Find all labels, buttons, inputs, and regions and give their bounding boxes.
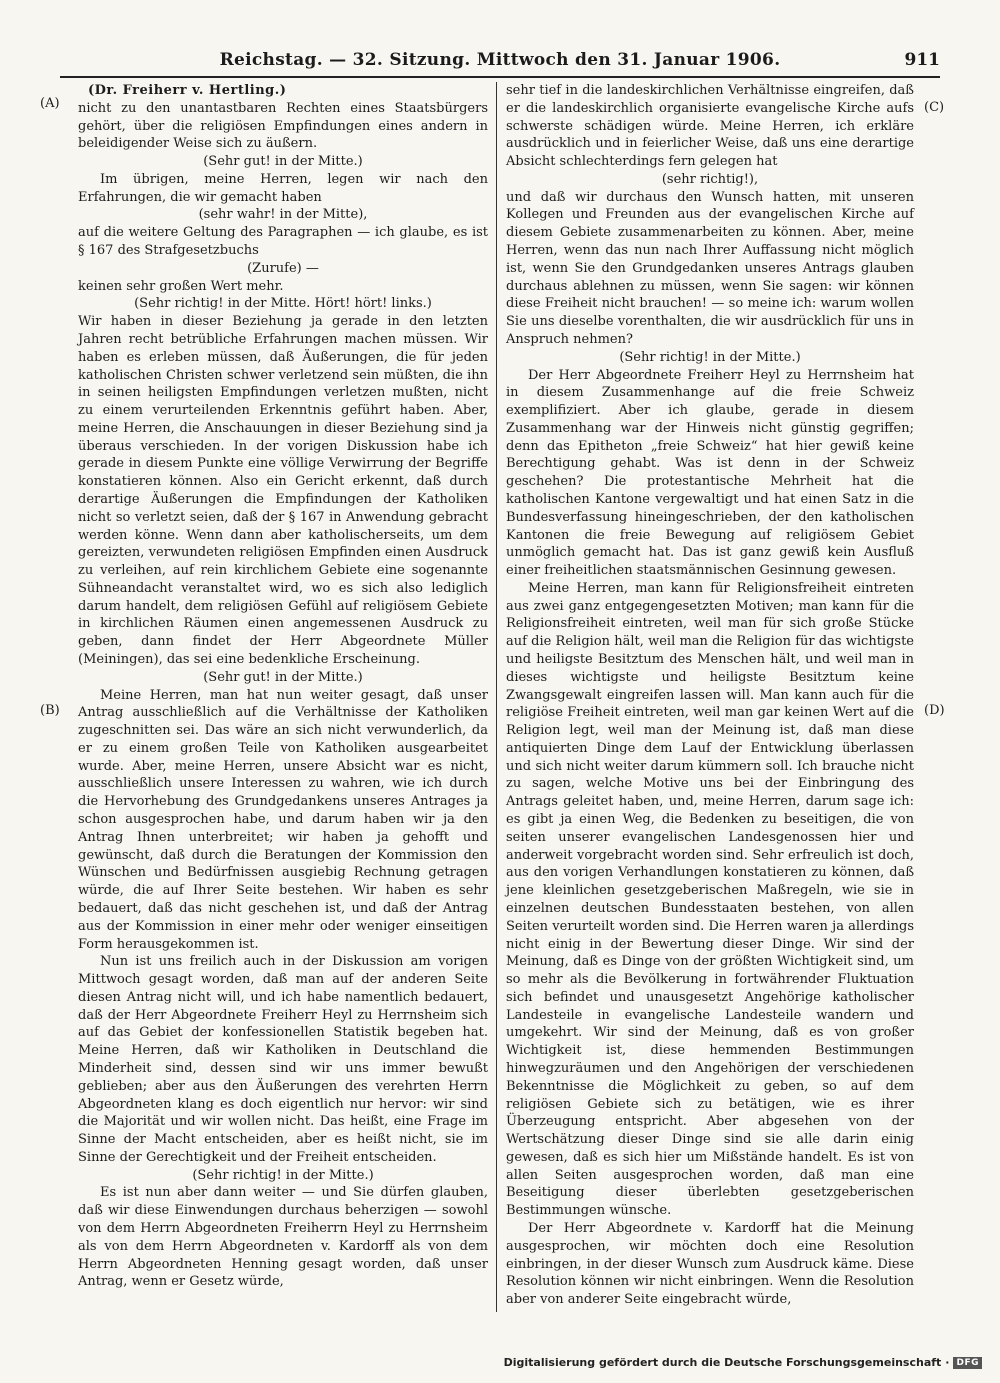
footer: Digitalisierung gefördert durch die Deutsche Forschungsgemeinschaft · DFG xyxy=(504,1356,982,1369)
paragraph: Meine Herren, man hat nun weiter gesagt, daß unser Antrag ausschließlich auf die Verhältnisse der Katholiken zugeschnitten sei. Das wäre an sich nicht verwunderlich, da er zu einem großen Teile von Katholiken ausgearbeitet wurde. Aber, meine Herren, unsere Absicht war es nicht, ausschließlich unsere Interessen zu wahren, wie ich durch die Hervorhebung des Grundgedankens unseres Antrages ja schon ausgesprochen habe, und darum haben wir ja den Antrag Ihnen unterbreitet; wir haben ja gehofft und gewünscht, daß durch die Beratungen der Kommission den Wünschen und Bedürfnissen ausgiebig Rechnung getragen würde, die auf Ihrer Seite bestehen. Wir haben es sehr bedauert, daß das nicht geschehen ist, und daß der Antrag aus der Kommission in einer mehr oder weniger einseitigen Form herausgekommen ist. xyxy=(78,687,488,952)
margin-mark-d: (D) xyxy=(924,703,945,718)
page-header xyxy=(60,50,940,78)
page-number: 911 xyxy=(904,50,940,70)
margin-mark-b: (B) xyxy=(40,703,60,718)
paragraph: keinen sehr großen Wert mehr. xyxy=(78,278,284,294)
right-paragraphs xyxy=(506,82,914,1309)
margin-mark-a: (A) xyxy=(40,96,60,111)
column-divider xyxy=(496,82,497,1312)
paragraph: auf die weitere Geltung des Paragraphen — ich glaube, es ist § 167 des Strafgesetzbuchs xyxy=(78,225,488,259)
interjection: (Sehr richtig! in der Mitte.) xyxy=(619,349,801,365)
paragraph: sehr tief in die landeskirchlichen Verhältnisse eingreifen, daß er die landeskirchlich organisierte evangelische Kirche aufs schwerste schädigen würde. Meine Herren, ich erkläre ausdrücklich und in feierlicher Weise, daß uns eine derartige Absicht schlechterdings fern gelegen hat xyxy=(506,83,914,170)
interjection: (Sehr gut! in der Mitte.) xyxy=(203,154,363,170)
left-column xyxy=(78,82,488,1291)
right-column xyxy=(506,82,914,1309)
paragraph: Der Herr Abgeordnete v. Kardorff hat die Meinung ausgesprochen, wir möchten doch eine Resolution einbringen, in der dieser Wunsch zum Ausdruck käme. Diese Resolution können wir nicht einbringen. Wenn die Resolution aber von anderer Seite eingebracht würde, xyxy=(506,1221,914,1308)
paragraph: Meine Herren, man kann für Religionsfreiheit eintreten aus zwei ganz entgegengesetzten Motiven; man kann für die Religionsfreiheit eintreten, weil man für sich große Stücke auf die Religion hält, weil man die Religion für das wichtigste und heiligste Besitztum des Menschen hält, und weil man in dieses wichtigste und heiligste Besitztum keine Zwangsgewalt eingreifen lassen will. Man kann auch für die religiöse Freiheit eintreten, weil man gar keinen Wert auf die Religion legt, weil man der Meinung ist, daß man diese antiquierten Dinge dem Lauf der Entwicklung überlassen und sich nicht weiter darum kümmern soll. Ich brauche nicht zu sagen, welche Motive uns bei der Einbringung des Antrags geleitet haben, und, meine Herren, darum sage ich: es gibt ja einen Weg, die Bedenken zu beseitigen, die von seiten unserer evangelischen Landesgenossen hier und anderweit vorgebracht worden sind. Sehr erfreulich ist doch, aus den vorigen Verhandlungen konstatieren zu können, daß jene kleinlichen gesetzgeberischen Maßregeln, wie sie in einzelnen deutschen Bundesstaaten bestehen, von allen Seiten verurteilt worden sind. Die Herren waren ja allerdings nicht einig in der Bewertung dieser Dinge. Wir sind der Meinung, daß es Dinge von der größten Wichtigkeit sind, um so mehr als die Bevölkerung in fortwährender Fluktuation sich befindet und unausgesetzt Angehörige katholischer Landesteile in evangelische Landesteile wandern und umgekehrt. Wir sind der Meinung, daß es von großer Wichtigkeit ist, diese hemmenden Bestimmungen hinwegzuräumen und den Angehörigen der verschiedenen Bekenntnisse die Möglichkeit zu geben, so auf dem religiösen Gebiete sich zu betätigen, wie es ihrer Überzeugung entspricht. Aber abgesehen von der Wertschätzung dieser Dinge sind sie alle darin einig gewesen, daß es sich hier um Mißstände handelt. Es ist von allen Seiten ausgesprochen worden, daß man eine Beseitigung dieser überlebten gesetzgeberischen Bestimmungen wünsche. xyxy=(506,580,914,1219)
interjection: (sehr richtig!), xyxy=(661,171,759,187)
dfg-logo-icon: DFG xyxy=(953,1357,982,1369)
speaker-label: (Dr. Freiherr v. Hertling.) xyxy=(88,83,287,98)
footer-credit: Digitalisierung gefördert durch die Deutsche Forschungsgemeinschaft xyxy=(503,1356,942,1369)
interjection: (Sehr richtig! in der Mitte.) xyxy=(192,1167,374,1183)
paragraph: nicht zu den unantastbaren Rechten eines Staatsbürgers gehört, über die religiösen Empfindungen eines andern in beleidigender Weise sich zu äußern. xyxy=(78,100,488,152)
interjection: (Sehr gut! in der Mitte.) xyxy=(203,669,363,685)
paragraph: Nun ist uns freilich auch in der Diskussion am vorigen Mittwoch gesagt worden, daß man auf der anderen Seite diesen Antrag nicht will, und ich habe namentlich bedauert, daß der Herr Abgeordnete Freiherr Heyl zu Herrnsheim sich auf das Gebiet der konfessionellen Statistik begeben hat. Meine Herren, daß wir Katholiken in Deutschland die Minderheit sind, dessen sind wir uns immer bewußt geblieben; aber aus den Äußerungen des verehrten Herrn Abgeordneten klang es doch eigentlich nur hervor: wir sind die Majorität und wir wollen nicht. Das heißt, eine Frage im Sinne der Macht entscheiden, aber es heißt nicht, sie im Sinne der Gerechtigkeit und der Freiheit entscheiden. xyxy=(78,954,488,1165)
margin-mark-c: (C) xyxy=(924,100,945,115)
interjection: (Sehr richtig! in der Mitte. Hört! hört! links.) xyxy=(134,296,432,312)
paragraph: Der Herr Abgeordnete Freiherr Heyl zu Herrnsheim hat in diesem Zusammenhange auf die freie Schweiz exemplifiziert. Aber ich glaube, gerade in diesem Zusammenhang war der Hinweis nicht günstig gegriffen; denn das Epitheton „freie Schweiz“ hat hier gewiß keine Berechtigung gehabt. Was ist denn in der Schweiz geschehen? Die protestantische Mehrheit hat die katholischen Kantone vergewaltigt und hat einen Satz in die Bundesverfassung hineingeschrieben, der den katholischen Kantonen die freie Bewegung auf religiösem Gebiet unmöglich gemacht hat. Das ist ganz gewiß kein Ausfluß einer freiheitlichen staatsmännischen Gesinnung gewesen. xyxy=(506,367,914,579)
interjection: (sehr wahr! in der Mitte), xyxy=(198,207,368,223)
paragraph: Im übrigen, meine Herren, legen wir nach den Erfahrungen, die wir gemacht haben xyxy=(78,171,488,205)
left-paragraphs xyxy=(78,100,488,1291)
paragraph: und daß wir durchaus den Wunsch hatten, mit unseren Kollegen und Freunden aus der evangelischen Kirche auf diesem Gebiete zusammenarbeiten zu können. Aber, meine Herren, wenn das nun nach Ihrer Auffassung nicht möglich ist, wenn Sie den Grundgedanken unseres Antrags glauben durchaus ablehnen zu müssen, wenn Sie sagen: wir können diese Freiheit nicht brauchen! — so meine ich: warum wollen Sie uns dieselbe vorenthalten, die wir ausdrücklich für uns in Anspruch nehmen? xyxy=(506,189,914,347)
interjection: (Zurufe) — xyxy=(247,260,319,276)
paragraph: Es ist nun aber dann weiter — und Sie dürfen glauben, daß wir diese Einwendungen durchaus beherzigen — sowohl von dem Herrn Abgeordneten Freiherrn Heyl zu Herrnsheim als von dem Herrn Abgeordneten v. Kardorff als von dem Herrn Abgeordneten Henning gesagt worden, daß unser Antrag, wenn er Gesetz würde, xyxy=(78,1185,488,1290)
paragraph: Wir haben in dieser Beziehung ja gerade in den letzten Jahren recht betrübliche Erfahrungen machen müssen. Wir haben es erleben müssen, daß Äußerungen, die für jeden katholischen Christen schwer verletzend sein müßten, die ihn in seinen heiligsten Empfindungen verletzen mußten, nicht zu einem verurteilenden Erkenntnis geführt haben. Aber, meine Herren, die Anschauungen in dieser Beziehung sind ja überaus verschieden. In der vorigen Diskussion habe ich gerade in diesem Punkte eine völlige Verwirrung der Begriffe konstatieren können. Also ein Gericht erkennt, daß durch derartige Äußerungen die Empfindungen der Katholiken nicht so verletzt seien, daß der § 167 in Anwendung gebracht werden könne. Wenn dann aber katholischerseits, um dem gereizten, verwundeten religiösen Empfinden einen Ausdruck zu verleihen, auf rein kirchlichem Gebiete eine sogenannte Sühneandacht veranstaltet wird, wo es sich also lediglich darum handelt, dem religiösen Gefühl auf religiösem Gebiete in kirchlichen Räumen einen angemessenen Ausdruck zu geben, dann findet der Herr Abgeordnete Müller (Meiningen), das sei eine bedenkliche Erscheinung. xyxy=(78,314,488,667)
running-title: Reichstag. — 32. Sitzung. Mittwoch den 31. Januar 1906. xyxy=(219,50,781,70)
